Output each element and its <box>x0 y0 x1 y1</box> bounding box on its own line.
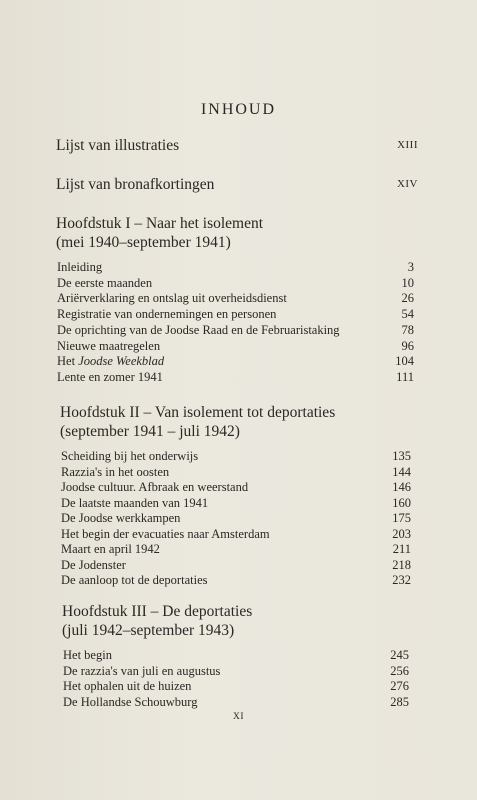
chapter-heading[interactable]: Hoofdstuk III – De deportaties <box>62 603 253 620</box>
toc-entry-label: De Hollandse Schouwburg <box>63 694 198 709</box>
toc-entry-page: 276 <box>390 679 409 694</box>
toc-entry-label: Lente en zomer 1941 <box>57 369 163 384</box>
toc-entry-page: 78 <box>401 322 414 337</box>
toc-entry-label: Scheiding bij het onderwijs <box>61 449 199 463</box>
toc-entry-label: De Joodse werkkampen <box>61 511 181 525</box>
chapter-heading[interactable]: Hoofdstuk I – Naar het isolement <box>56 215 264 232</box>
toc-entry-label: Maart en april 1942 <box>61 542 160 556</box>
toc-entry-label: Het Joodse Weekblad <box>57 354 165 369</box>
toc-front-page: XIV <box>396 178 418 190</box>
toc-entry-page: 232 <box>392 573 411 587</box>
toc-entry-page: 203 <box>392 526 411 541</box>
toc-entry-page: 135 <box>392 449 411 463</box>
toc-entry-label: Razzia's in het oosten <box>61 464 170 479</box>
toc-entry-page: 285 <box>390 694 409 709</box>
toc-entry-label: De laatste maanden van 1941 <box>61 495 209 510</box>
chapter-subheading: (juli 1942–september 1943) <box>62 622 235 639</box>
toc-entry-page: 218 <box>392 557 411 572</box>
toc-entry-page: 160 <box>392 495 411 510</box>
toc-entry-label: De razzia's van juli en augustus <box>63 663 221 678</box>
toc-entry-page: 54 <box>401 307 414 322</box>
toc-entry-label: Nieuwe maatregelen <box>57 338 161 353</box>
toc-entry-page: 26 <box>401 291 414 306</box>
toc-entry-page: 245 <box>390 648 409 662</box>
toc-entry-page: 146 <box>392 480 411 494</box>
chapter-subheading: (september 1941 – juli 1942) <box>60 423 240 440</box>
toc-entry-label: De eerste maanden <box>57 275 153 290</box>
toc-entry-label: Inleiding <box>57 260 103 274</box>
toc-entry-page: 175 <box>392 511 411 525</box>
toc-entry-label: Joodse cultuur. Afbraak en weerstand <box>61 480 249 494</box>
toc-entry-label: Het ophalen uit de huizen <box>63 679 192 694</box>
toc-entry-label: Registratie van ondernemingen en personen <box>57 307 277 322</box>
toc-front-label: Lijst van bronafkortingen <box>56 176 215 193</box>
toc-entry-page: 256 <box>390 663 409 678</box>
page-title: INHOUD <box>200 101 277 118</box>
toc-entry-page: 10 <box>401 275 414 290</box>
toc-entry-page: 104 <box>395 354 414 369</box>
toc-entry-label: Ariërverklaring en ontslag uit overheidsdienst <box>57 291 287 306</box>
toc-front-page: XIII <box>397 139 418 151</box>
toc-entry-label: Het begin der evacuaties naar Amsterdam <box>61 526 270 541</box>
toc-entry-label: Het begin <box>63 648 112 662</box>
chapter-subheading: (mei 1940–september 1941) <box>56 234 231 251</box>
toc-entry-label: De aanloop tot de deportaties <box>61 573 208 587</box>
toc-entry-label: De oprichting van de Joodse Raad en de Februaristaking <box>57 322 340 337</box>
chapter-heading[interactable]: Hoofdstuk II – Van isolement tot deportaties <box>60 404 336 421</box>
toc-front-label: Lijst van illustraties <box>56 137 180 154</box>
toc-entry-page: 211 <box>392 542 411 556</box>
toc-entry-label: De Jodenster <box>61 557 126 572</box>
toc-entry-page: 111 <box>396 369 414 384</box>
toc-entry-page: 3 <box>407 260 414 274</box>
page-number: XI <box>232 712 245 722</box>
toc-entry-page: 96 <box>401 338 414 353</box>
toc-entry-page: 144 <box>392 464 411 479</box>
